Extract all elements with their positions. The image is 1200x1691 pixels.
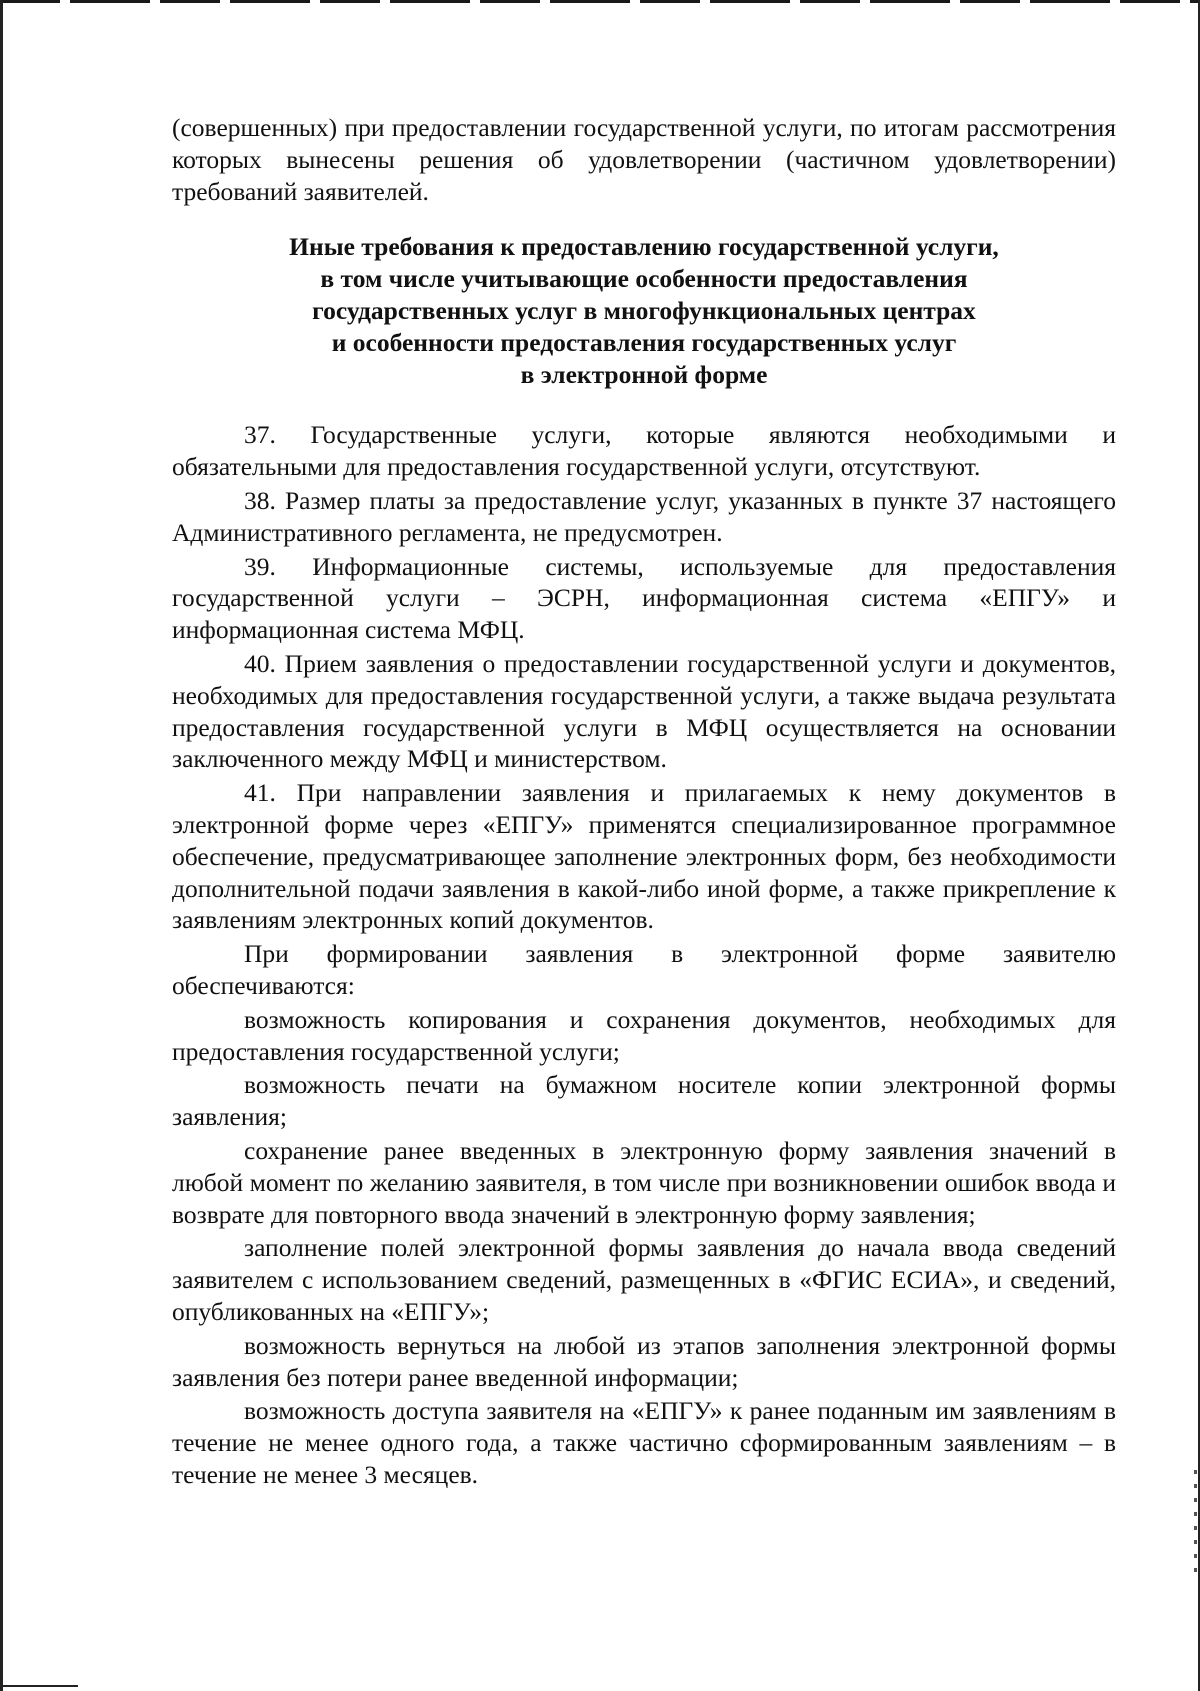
- scan-top-edge-artifact: [0, 0, 1200, 3]
- paragraph-41: 41. При направлении заявления и прилагаемых к нему документов в электронной форме через «ЕПГУ» применятся специализированное программное обеспечение, предусматривающее заполнение электронных форм, без необходимости дополнительной подачи заявления в какой-либо иной форме, а также прикрепление к заявлениям электронных копий документов.: [172, 778, 1116, 935]
- heading-line: Иные требования к предоставлению государственной услуги,: [289, 232, 999, 262]
- heading-line: и особенности предоставления государственных услуг: [331, 328, 957, 358]
- document-page: [172, 112, 1116, 1491]
- scan-margin-marks: [1194, 1470, 1197, 1580]
- section-heading: [172, 231, 1116, 391]
- list-intro-paragraph: При формировании заявления в электронной форме заявителю обеспечиваются:: [172, 939, 1116, 1000]
- scan-bottom-edge-artifact: [0, 1685, 78, 1687]
- list-item: возможность копирования и сохранения документов, необходимых для предоставления государственной услуги;: [172, 1004, 1116, 1066]
- paragraph-37: 37. Государственные услуги, которые являются необходимыми и обязательными для предоставления государственной услуги, отсутствуют.: [172, 420, 1116, 482]
- list-item: возможность вернуться на любой из этапов заполнения электронной формы заявления без потери ранее введенной информации;: [172, 1330, 1116, 1392]
- scan-left-edge-artifact: [0, 0, 3, 1691]
- heading-line: в том числе учитывающие особенности предоставления: [320, 264, 968, 294]
- opening-paragraph: (совершенных) при предоставлении государственной услуги, по итогам рассмотрения которых вынесены решения об удовлетворении (частичном удовлетворении) требований заявителей.: [172, 113, 1116, 206]
- paragraph-40: 40. Прием заявления о предоставлении государственной услуги и документов, необходимых для предоставления государственной услуги, а также выдача результата предоставления государственной услуги в МФЦ осуществляется на основании заключенного между МФЦ и министерством.: [172, 648, 1116, 774]
- list-item: возможность печати на бумажном носителе копии электронной формы заявления;: [172, 1070, 1116, 1132]
- heading-line: государственных услуг в многофункциональных центрах: [312, 296, 976, 326]
- list-item: сохранение ранее введенных в электронную форму заявления значений в любой момент по желанию заявителя, в том числе при возникновении ошибок ввода и возврате для повторного ввода значений в электронную форму заявления;: [172, 1135, 1116, 1229]
- heading-line: в электронной форме: [520, 360, 768, 390]
- list-item: возможность доступа заявителя на «ЕПГУ» к ранее поданным им заявлениям в течение не менее одного года, а также частично сформированным заявлениям – в течение не менее 3 месяцев.: [172, 1396, 1116, 1489]
- list-item: заполнение полей электронной формы заявления до начала ввода сведений заявителем с использованием сведений, размещенных в «ФГИС ЕСИА», и сведений, опубликованных на «ЕПГУ»;: [172, 1233, 1116, 1326]
- paragraph-39: 39. Информационные системы, используемые для предоставления государственной услуги – ЭСРН, информационная система «ЕПГУ» и информационная система МФЦ.: [172, 551, 1116, 645]
- paragraph-38: 38. Размер платы за предоставление услуг, указанных в пункте 37 настоящего Административного регламента, не предусмотрен.: [172, 485, 1116, 547]
